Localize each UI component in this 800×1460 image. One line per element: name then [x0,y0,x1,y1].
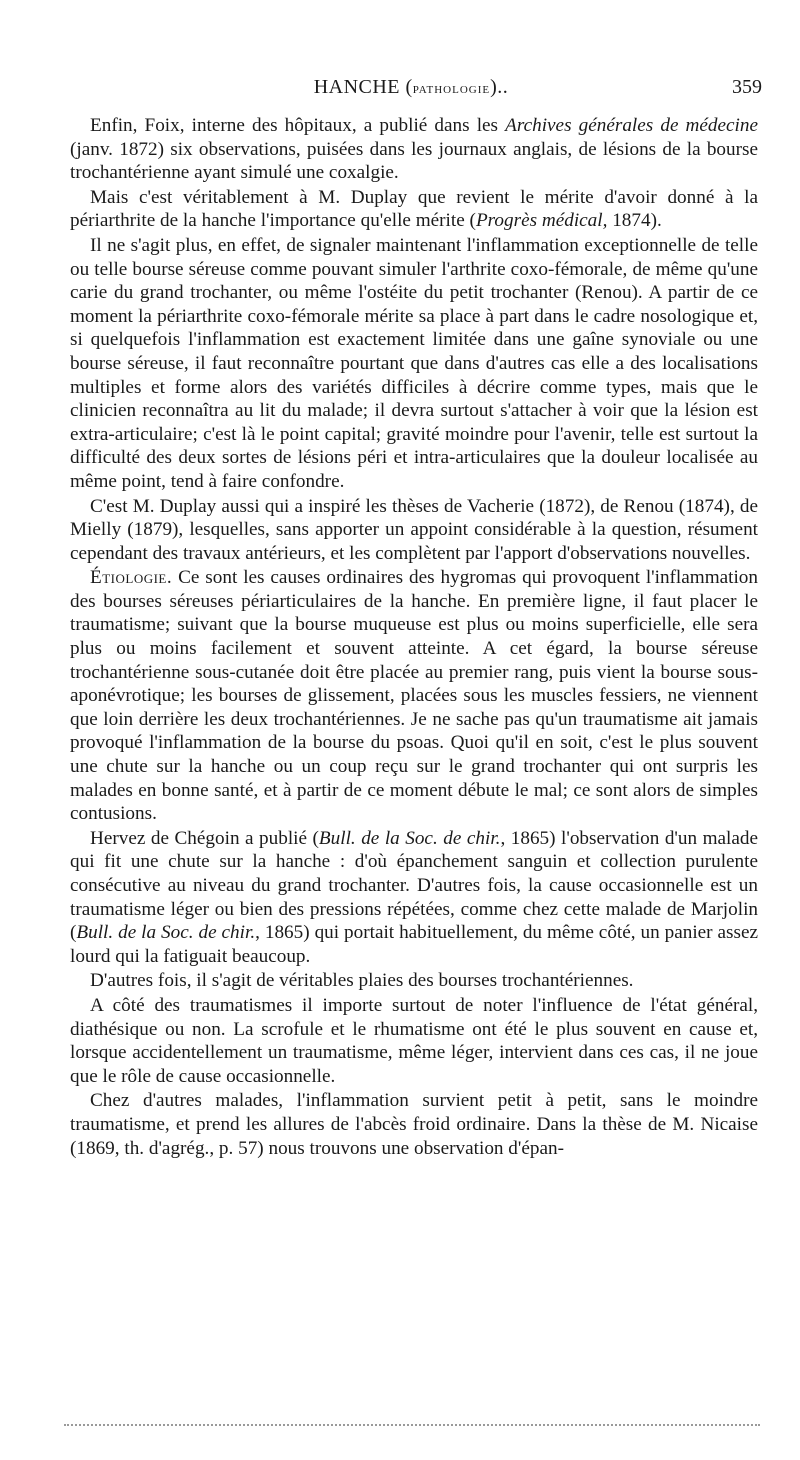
italic-citation: Progrès médical, [475,210,608,232]
paragraph [70,186,758,233]
paragraph-text: (janv. 1872) six observations, puisées dans les journaux anglais, de lésions de la bourse trochantérienne ayant simulé une coxalgie. [70,138,758,184]
paragraph [70,234,758,494]
paragraph [70,969,758,993]
paragraph [70,1089,758,1160]
running-title-main: HANCHE ( [313,76,413,98]
paragraph [70,566,758,826]
running-title [60,76,762,99]
paragraph-text: A côté des traumatismes il importe surtout de noter l'influence de l'état général, diathésique ou non. La scrofule et le rhumatisme ont été le plus souvent en cause et, lorsque accidentellement un traumatisme, même léger, intervient dans ces cas, il ne joue que le rôle de cause occasionnelle. [70,994,758,1087]
italic-citation: Bull. de la Soc. de chir. [318,827,501,849]
body-text [70,114,758,1160]
paragraph-text: , 1865) l'observation d'un malade qui fit une chute sur la hanche : d'où épanchement sanguin et collection purulente consécutive au niveau du grand trochanter. D'autres fois, la cause occasionnelle est un traumatisme léger ou bien des pressions répétées, comme chez cette malade de Marjolin ( [70,827,758,944]
paragraph-text: D'autres fois, il s'agit de véritables plaies des bourses trochantériennes. [90,970,634,992]
paragraph-text: Il ne s'agit plus, en effet, de signaler maintenant l'inflammation exceptionnelle de telle ou telle bourse séreuse comme pouvant simuler l'arthrite coxo-fémorale, de même qu'une carie du grand trochanter, ou même l'ostéite du petit trochanter (Renou). A partir de ce moment la périarthrite coxo-fémorale mérite sa place à part dans le cadre nosologique et, si quelquefois l'inflammation est exactement limitée dans une gaîne synoviale ou une bourse séreuse, il faut reconnaître pourtant que dans d'autres cas elle a des localisations multiples et forme alors des variétés difficiles à décrire comme types, mais que le clinicien reconnaîtra au lit du malade; il devra surtout s'attacher à voir que la lésion est extra-articulaire; c'est là le point capital; gravité moindre pour l'avenir, telle est surtout la difficulté des deux sortes de lésions péri et intra-articulaires que la douleur localisée au même point, tend à faire confondre. [70,234,758,492]
paragraph [70,827,758,969]
paragraph-text: Chez d'autres malades, l'inflammation survient petit à petit, sans le moindre traumatisme, et prend les allures de l'abcès froid ordinaire. Dans la thèse de M. Nicaise (1869, th. d'agrég., p. 57) nous trouvons une observation d'épan- [70,1090,758,1159]
paragraph-text: 1874). [607,210,662,232]
paragraph-text: Hervez de Chégoin a publié ( [90,827,319,849]
paragraph [70,495,758,566]
paragraph [70,994,758,1088]
paragraph-text: , 1865) qui portait habituellement, du même côté, un panier assez lourd qui la fatiguait beaucoup. [70,922,759,967]
paragraph-text: Enfin, Foix, interne des hôpitaux, a publié dans les [90,115,506,136]
italic-citation: Archives générales de médecine [505,115,759,136]
paragraph-text: Ce sont les causes ordinaires des hygromas qui provoquent l'inflammation des bourses séreuses périarticulaires de la hanche. En première ligne, il faut placer le traumatisme; suivant que la bourse muqueuse est plus ou moins superficielle, elle sera plus ou moins facilement et souvent atteinte. A cet égard, la bourse séreuse trochantérienne sous-cutanée doit être placée au premier rang, puis vient la bourse sous-aponévrotique; les bourses de glissement, placées sous les muscles fessiers, ne viennent que loin derrière les deux trochantériennes. Je ne sache pas qu'un traumatisme ait jamais provoqué l'inflammation de la bourse du psoas. Quoi qu'il en soit, c'est le plus souvent une chute sur la hanche ou un coup reçu sur le grand trochanter qui ont surpris les malades en bonne santé, et à partir de ce moment débute le mal; ce sont alors de simples contusions. [70,567,758,825]
running-title-smallcaps: pathologie [412,80,491,97]
paragraph-text: Mais c'est véritablement à M. Duplay que revient le mérite d'avoir donné à la périarthrite de la hanche l'importance qu'elle mérite ( [70,186,758,232]
running-title-end: ).. [490,76,509,98]
running-header [60,76,762,106]
italic-citation: Bull. de la Soc. de chir. [76,922,256,944]
paragraph-text: C'est M. Duplay aussi qui a inspiré les thèses de Vacherie (1872), de Renou (1874), de Mielly (1879), lesquelles, sans apporter un appoint considérable à la question, résument cependant des travaux antérieurs, et les complètent par l'apport d'observations nouvelles. [70,495,758,564]
section-heading: Étiologie. [90,567,173,589]
page-number: 359 [732,76,762,98]
paragraph [70,114,758,185]
bottom-dotted-rule [64,1424,760,1426]
